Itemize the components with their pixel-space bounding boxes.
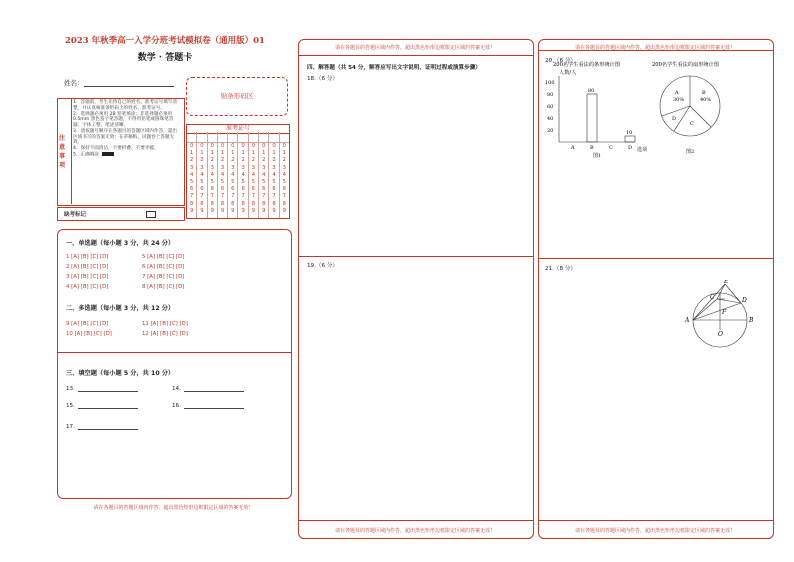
y-tick: 40 bbox=[547, 116, 554, 122]
q21-figure bbox=[679, 280, 769, 350]
zkz-digit-bubble[interactable]: 2 bbox=[200, 157, 204, 164]
zkz-digit-bubble[interactable]: 5 bbox=[200, 179, 204, 186]
zkz-digit-bubble[interactable]: 9 bbox=[262, 207, 266, 214]
zkz-write-cell[interactable] bbox=[228, 132, 237, 143]
point-c: C bbox=[710, 294, 715, 301]
zkz-column[interactable] bbox=[269, 132, 279, 218]
x-tick: D bbox=[628, 145, 633, 151]
barcode-label: 贴条形码区 bbox=[220, 92, 254, 100]
zkz-digit-bubble[interactable]: 9 bbox=[251, 207, 256, 214]
zkz-digit-bubble[interactable]: 5 bbox=[220, 179, 225, 186]
fill-q16[interactable]: 16. bbox=[172, 403, 244, 409]
missing-mark-row bbox=[57, 207, 185, 221]
zkz-digit-bubble[interactable]: 9 bbox=[189, 207, 194, 214]
zkz-digit-bubble[interactable]: 8 bbox=[220, 200, 225, 207]
section1-title: 一、单选题（每小题 3 分，共 24 分） bbox=[66, 240, 175, 247]
zkz-digit-bubble[interactable]: 1 bbox=[220, 150, 225, 157]
zkz-digit-bubble[interactable]: 6 bbox=[251, 186, 256, 193]
zkz-digit-bubble[interactable]: 2 bbox=[282, 157, 286, 164]
zkz-digit-bubble[interactable]: 4 bbox=[272, 171, 276, 178]
answer-panel-2 bbox=[298, 39, 534, 539]
zkz-title: 准考证号 bbox=[186, 124, 290, 134]
zkz-column[interactable] bbox=[249, 132, 259, 218]
zkz-digit-bubble[interactable]: 6 bbox=[262, 186, 266, 193]
zkz-digit-bubble[interactable]: 6 bbox=[282, 186, 286, 193]
y-tick: 100 bbox=[545, 80, 555, 86]
zkz-digit-bubble[interactable]: 5 bbox=[272, 179, 276, 186]
bar-label-b: 80 bbox=[588, 88, 595, 94]
zkz-digit-bubble[interactable]: 7 bbox=[251, 193, 256, 200]
zkz-digit-bubble[interactable]: 8 bbox=[231, 200, 235, 207]
point-e: E bbox=[724, 280, 729, 285]
warning-text: 请在各题目的答题区域内作答，超出黑色矩形边框限定区域的答案无效！ bbox=[574, 528, 735, 534]
zkz-column[interactable] bbox=[208, 132, 218, 218]
zkz-digit-bubble[interactable]: 5 bbox=[241, 179, 245, 186]
zkz-digit-bubble[interactable]: 4 bbox=[200, 171, 204, 178]
zkz-digit-bubble[interactable]: 1 bbox=[189, 150, 194, 157]
q20-label: 20.（6 分） bbox=[545, 58, 577, 64]
x-tick: A bbox=[571, 145, 575, 151]
zkz-digit-bubble[interactable]: 6 bbox=[231, 186, 235, 193]
answer-panel-1 bbox=[57, 229, 292, 499]
zkz-digit-bubble[interactable]: 9 bbox=[200, 207, 204, 214]
missing-mark-box[interactable] bbox=[146, 211, 156, 218]
zkz-digit-bubble[interactable]: 1 bbox=[231, 150, 235, 157]
answer-row[interactable]: 12 [A] [B] [C] [D] bbox=[142, 331, 188, 337]
zkz-digit-bubble[interactable]: 8 bbox=[282, 200, 286, 207]
x-axis-label: 选项 bbox=[637, 147, 648, 153]
zkz-digit-bubble[interactable]: 0 bbox=[231, 143, 235, 149]
zkz-digit-bubble[interactable]: 2 bbox=[231, 157, 235, 164]
zkz-digit-bubble[interactable]: 2 bbox=[210, 157, 214, 164]
notice-side-label: 注意事项 bbox=[59, 135, 66, 169]
zkz-write-cell[interactable] bbox=[249, 132, 258, 143]
zkz-digit-bubble[interactable]: 7 bbox=[220, 193, 225, 200]
answer-panel-3 bbox=[538, 39, 774, 539]
zkz-digit-bubble[interactable]: 6 bbox=[210, 186, 214, 193]
zkz-digit-bubble[interactable]: 1 bbox=[282, 150, 286, 157]
point-d: D bbox=[742, 297, 747, 304]
name-label: 姓名： bbox=[64, 79, 84, 87]
zkz-digit-bubble[interactable]: 2 bbox=[189, 157, 194, 164]
fill-q17[interactable]: 17. bbox=[66, 424, 138, 430]
name-field[interactable] bbox=[84, 86, 174, 87]
answer-row[interactable]: 6 [A] [B] [C] [D] bbox=[142, 264, 185, 270]
zkz-digit-bubble[interactable]: 0 bbox=[251, 143, 256, 149]
zkz-digit-bubble[interactable]: 8 bbox=[210, 200, 214, 207]
fig1-caption: 图1 bbox=[593, 153, 602, 159]
zkz-digit-bubble[interactable]: 3 bbox=[282, 164, 286, 171]
zkz-digit-bubble[interactable]: 8 bbox=[200, 200, 204, 207]
zkz-digit-bubble[interactable]: 5 bbox=[262, 179, 266, 186]
zkz-digit-bubble[interactable]: 1 bbox=[251, 150, 256, 157]
zkz-digit-bubble[interactable]: 0 bbox=[220, 143, 225, 149]
bar-b bbox=[587, 94, 597, 142]
fill-q15[interactable]: 15. bbox=[66, 403, 138, 409]
zkz-digit-bubble[interactable]: 3 bbox=[251, 164, 256, 171]
zkz-digit-bubble[interactable]: 0 bbox=[210, 143, 214, 149]
zkz-write-cell[interactable] bbox=[238, 132, 247, 143]
zkz-write-cell[interactable] bbox=[187, 132, 196, 143]
bar-label-d: 10 bbox=[626, 130, 633, 136]
notice-item: 4．保持卡面清洁，不要折叠、不要弄破。 bbox=[73, 146, 159, 152]
zkz-digit-bubble[interactable]: 4 bbox=[262, 171, 266, 178]
zkz-write-cell[interactable] bbox=[197, 132, 206, 143]
zkz-digit-bubble[interactable]: 3 bbox=[200, 164, 204, 171]
bar-d bbox=[625, 136, 635, 142]
answer-row[interactable]: 10 [A] [B] [C] [D] bbox=[66, 331, 112, 337]
answer-row[interactable]: 2 [A] [B] [C] [D] bbox=[66, 264, 109, 270]
zkz-digit-bubble[interactable]: 9 bbox=[272, 207, 276, 214]
zkz-digit-bubble[interactable]: 5 bbox=[231, 179, 235, 186]
x-tick: B bbox=[590, 145, 594, 151]
q20-figure bbox=[539, 60, 773, 160]
zkz-write-cell[interactable] bbox=[259, 132, 268, 143]
notice-list bbox=[73, 100, 181, 159]
zkz-digit-bubble[interactable]: 8 bbox=[251, 200, 256, 207]
exam-title: 2023 年秋季高一入学分班考试模拟卷（通用版）01 bbox=[65, 36, 265, 46]
zkz-digit-bubble[interactable]: 9 bbox=[231, 207, 235, 214]
pie-label-b-pct: 40% bbox=[700, 97, 712, 103]
zkz-digit-bubble[interactable]: 8 bbox=[189, 200, 194, 207]
pie-label-a: A bbox=[675, 90, 679, 96]
zkz-digit-bubble[interactable]: 6 bbox=[220, 186, 225, 193]
warning-text: 请在各题目的答题区域内作答，超出黑色矩形边框限定区域的答案无效！ bbox=[93, 505, 254, 511]
zkz-digit-bubble[interactable]: 2 bbox=[241, 157, 245, 164]
zkz-digit-bubble[interactable]: 2 bbox=[262, 157, 266, 164]
section-divider bbox=[58, 352, 291, 353]
answer-row[interactable]: 5 [A] [B] [C] [D] bbox=[142, 254, 185, 260]
zkz-write-cell[interactable] bbox=[280, 132, 289, 143]
answer-row[interactable]: 7 [A] [B] [C] [D] bbox=[142, 274, 185, 280]
zkz-column[interactable] bbox=[259, 132, 269, 218]
pie-label-a-pct: 30% bbox=[673, 97, 685, 103]
zkz-digit-bubble[interactable]: 4 bbox=[231, 171, 235, 178]
y-tick: 60 bbox=[547, 104, 554, 110]
section2-title: 二、多选题（每小题 3 分，共 12 分） bbox=[66, 305, 175, 312]
zkz-digit-bubble[interactable]: 3 bbox=[241, 164, 245, 171]
zkz-digit-bubble[interactable]: 7 bbox=[272, 193, 276, 200]
pie-label-d: D bbox=[672, 116, 677, 122]
zkz-digit-bubble[interactable]: 9 bbox=[220, 207, 225, 214]
exam-subtitle: 数学 · 答题卡 bbox=[137, 53, 193, 63]
notice-item-fill-example: 5．正确填涂 bbox=[73, 152, 181, 158]
zkz-digit-bubble[interactable]: 3 bbox=[272, 164, 276, 171]
zkz-digit-bubble[interactable]: 7 bbox=[189, 193, 194, 200]
zkz-digit-bubble[interactable]: 7 bbox=[262, 193, 266, 200]
zkz-digit-bubble[interactable]: 7 bbox=[210, 193, 214, 200]
zkz-digit-bubble[interactable]: 5 bbox=[210, 179, 214, 186]
zkz-digit-bubble[interactable]: 7 bbox=[231, 193, 235, 200]
zkz-digit-bubble[interactable]: 7 bbox=[241, 193, 245, 200]
zkz-digit-bubble[interactable]: 9 bbox=[210, 207, 214, 214]
zkz-digit-bubble[interactable]: 3 bbox=[231, 164, 235, 171]
zkz-digit-bubble[interactable]: 5 bbox=[189, 179, 194, 186]
zkz-digit-bubble[interactable]: 4 bbox=[241, 171, 245, 178]
zkz-column[interactable] bbox=[197, 132, 207, 218]
notice-item: 1．答题前，考生先将自己的姓名、准考证号填写清楚，并认真核准条形码上的姓名、准考证号。 bbox=[73, 100, 177, 111]
zkz-digit-bubble[interactable]: 5 bbox=[282, 179, 286, 186]
answer-row[interactable]: 4 [A] [B] [C] [D] bbox=[66, 284, 109, 290]
q19-label: 19.（6 分） bbox=[307, 263, 339, 269]
zkz-digit-bubble[interactable]: 5 bbox=[251, 179, 256, 186]
missing-mark-label: 缺考标记 bbox=[64, 212, 87, 218]
fill-q14[interactable]: 14. bbox=[172, 386, 244, 392]
pie-label-b: B bbox=[702, 90, 706, 96]
zkz-column[interactable] bbox=[228, 132, 238, 218]
answer-row[interactable]: 9 [A] [B] [C] [D] bbox=[66, 321, 109, 327]
point-f: F bbox=[722, 309, 727, 316]
fill-q13[interactable]: 13. bbox=[66, 386, 138, 392]
zkz-digit-bubble[interactable]: 4 bbox=[189, 171, 194, 178]
barcode-sticker-area bbox=[186, 77, 288, 116]
fill-example-box bbox=[102, 152, 114, 156]
zkz-digit-bubble[interactable]: 0 bbox=[241, 143, 245, 149]
zkz-digit-bubble[interactable]: 8 bbox=[262, 200, 266, 207]
notice-item: 2．选择题必须用 2B 铅笔填涂；非选择题必须用 0.5mm 黑色签字笔答题，不得用铅笔或圆珠笔答题；字体工整、笔迹清晰。 bbox=[73, 111, 174, 128]
zkz-digit-bubble[interactable]: 2 bbox=[272, 157, 276, 164]
zkz-digit-bubble[interactable]: 0 bbox=[282, 143, 286, 149]
zkz-digit-bubble[interactable]: 7 bbox=[200, 193, 204, 200]
zkz-write-cell[interactable] bbox=[218, 132, 227, 143]
zkz-digit-bubble[interactable]: 2 bbox=[220, 157, 225, 164]
zkz-grid[interactable] bbox=[186, 132, 290, 219]
point-o: O bbox=[718, 331, 723, 338]
zkz-digit-bubble[interactable]: 4 bbox=[251, 171, 256, 178]
answer-row[interactable]: 3 [A] [B] [C] [D] bbox=[66, 274, 109, 280]
pie-label-c: C bbox=[690, 121, 694, 127]
zkz-digit-bubble[interactable]: 1 bbox=[210, 150, 214, 157]
x-tick: C bbox=[609, 145, 613, 151]
zkz-column[interactable] bbox=[280, 132, 289, 218]
zkz-digit-bubble[interactable]: 4 bbox=[210, 171, 214, 178]
warning-text: 请在各题目的答题区域内作答，超出黑色矩形边框限定区域的答案无效！ bbox=[334, 528, 495, 534]
zkz-column[interactable] bbox=[218, 132, 228, 218]
section3-title: 三、填空题（每小题 5 分，共 10 分） bbox=[66, 370, 175, 377]
point-a: A bbox=[685, 317, 690, 324]
notice-side bbox=[57, 98, 72, 204]
warning-text: 请在各题目的答题区域内作答，超出黑色矩形边框限定区域的答案无效！ bbox=[574, 45, 735, 51]
zkz-digit-bubble[interactable]: 3 bbox=[262, 164, 266, 171]
zkz-digit-bubble[interactable]: 1 bbox=[272, 150, 276, 157]
y-axis-label: 人数/人 bbox=[559, 70, 577, 76]
y-tick: 20 bbox=[547, 128, 554, 134]
q21-label: 21.（8 分） bbox=[545, 266, 577, 272]
zkz-digit-bubble[interactable]: 4 bbox=[220, 171, 225, 178]
zkz-digit-bubble[interactable]: 1 bbox=[200, 150, 204, 157]
answer-row[interactable]: 8 [A] [B] [C] [D] bbox=[142, 284, 185, 290]
zkz-digit-bubble[interactable]: 1 bbox=[241, 150, 245, 157]
zkz-digit-bubble[interactable]: 8 bbox=[241, 200, 245, 207]
zkz-digit-bubble[interactable]: 7 bbox=[282, 193, 286, 200]
zkz-digit-bubble[interactable]: 6 bbox=[189, 186, 194, 193]
zkz-digit-bubble[interactable]: 0 bbox=[272, 143, 276, 149]
zkz-column[interactable] bbox=[238, 132, 248, 218]
zkz-digit-bubble[interactable]: 3 bbox=[210, 164, 214, 171]
pie-caption: 200名学生看法的扇形统计图 bbox=[652, 62, 719, 68]
zkz-write-cell[interactable] bbox=[269, 132, 278, 143]
q18-label: 18.（6 分） bbox=[307, 76, 339, 82]
zkz-digit-bubble[interactable]: 8 bbox=[272, 200, 276, 207]
zkz-digit-bubble[interactable]: 1 bbox=[262, 150, 266, 157]
zkz-digit-bubble[interactable]: 9 bbox=[282, 207, 286, 214]
zkz-digit-bubble[interactable]: 9 bbox=[241, 207, 245, 214]
bar-caption: 200名学生看法的条形统计图 bbox=[553, 62, 620, 68]
zkz-digit-bubble[interactable]: 3 bbox=[220, 164, 225, 171]
answer-row[interactable]: 1 [A] [B] [C] [D] bbox=[66, 254, 109, 260]
section4-title: 四、解答题（共 54 分，解答应写出文字说明、证明过程或演算步骤） bbox=[307, 65, 481, 71]
zkz-digit-bubble[interactable]: 3 bbox=[189, 164, 194, 171]
zkz-digit-bubble[interactable]: 2 bbox=[251, 157, 256, 164]
zkz-column[interactable] bbox=[187, 132, 197, 218]
notice-item: 3．请按题号顺序在各题目的答题区域内作答，超出区域书写的答案无效；在草稿纸、试题卷上答题无效。 bbox=[73, 128, 177, 146]
zkz-digit-bubble[interactable]: 6 bbox=[200, 186, 204, 193]
warning-text: 请在各题目的答题区域内作答，超出黑色矩形边框限定区域的答案无效！ bbox=[334, 45, 495, 51]
zkz-digit-bubble[interactable]: 4 bbox=[282, 171, 286, 178]
zkz-write-cell[interactable] bbox=[208, 132, 217, 143]
y-tick: 80 bbox=[547, 92, 554, 98]
zkz-digit-bubble[interactable]: 0 bbox=[200, 143, 204, 149]
zkz-digit-bubble[interactable]: 6 bbox=[241, 186, 245, 193]
fig2-caption: 图2 bbox=[686, 149, 695, 155]
zkz-digit-bubble[interactable]: 6 bbox=[272, 186, 276, 193]
zkz-digit-bubble[interactable]: 0 bbox=[262, 143, 266, 149]
point-b: B bbox=[749, 317, 754, 324]
zkz-digit-bubble[interactable]: 0 bbox=[189, 143, 194, 149]
answer-row[interactable]: 11 [A] [B] [C] [D] bbox=[142, 321, 188, 327]
